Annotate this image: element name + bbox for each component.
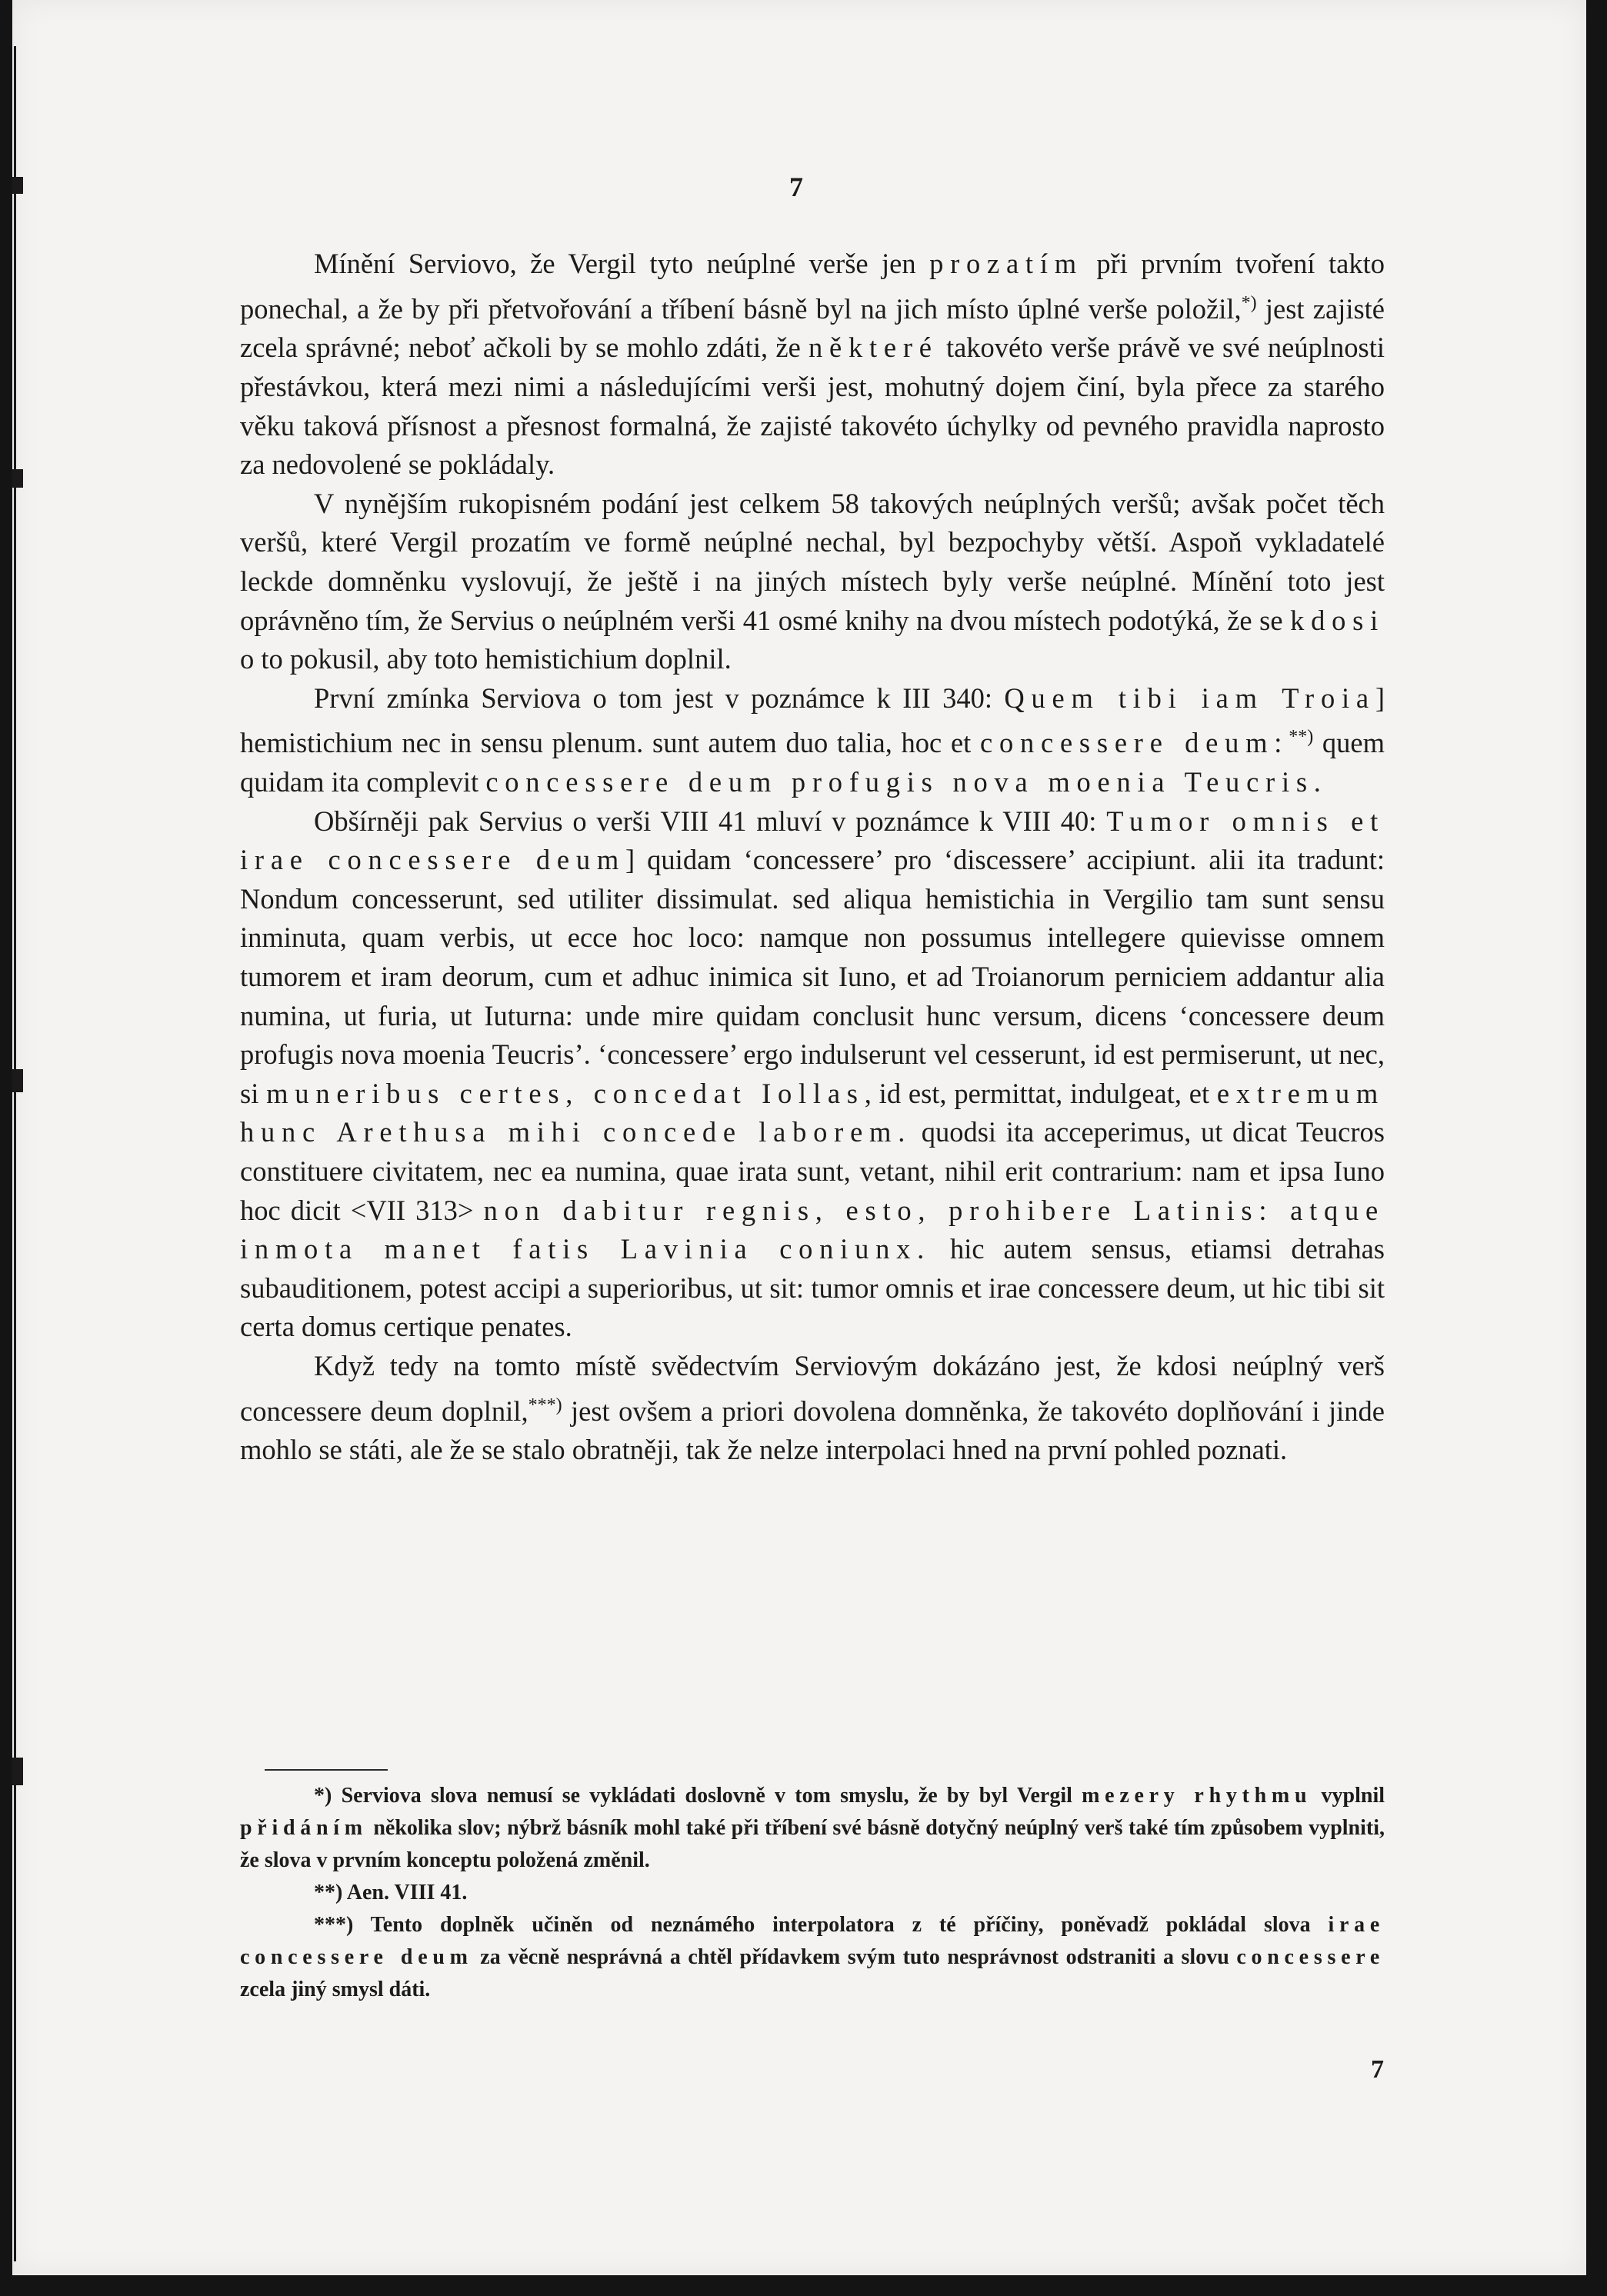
paragraph-4: Obšírněji pak Servius o verši VIII 41 mluví v poznámce k VIII 40: Tumor omnis et irae concessere deum] quidam ‘concessere’ pro ‘discessere’ accipiunt. alii ita tradunt: Nondum concesserunt, sed utiliter dissimulat. sed aliqua hemistichia in Vergilio tam sunt sensu inminuta, quam verbis, ut ecce hoc loco: namque non possumus intellegere quievisse omnem tumorem et iram deorum, cum et adhuc inimica sit Iuno, et ad Troianorum perniciem addantur alia numina, ut furia, ut Iuturna: unde mire quidam conclusit hunc versum, dicens ‘concessere deum profugis nova moenia Teucris’. ‘concessere’ ergo indulserunt vel cesserunt, id est permiserunt, ut nec, si muneribus certes, concedat Iollas, id est, permittat, indulgeat, et extremum hunc Arethusa mihi concede laborem. quodsi ita acceperimus, ut dicat Teucros constituere civitatem, nec ea numina, quae irata sunt, vetant, nihil erit contrarium: nam et ipsa Iuno hoc dicit <VII 313> non dabitur regnis, esto, prohibere Latinis: atque inmota manet fatis Lavinia coniunx. hic autem sensus, etiamsi detrahas subauditionem, potest accipi a superioribus, ut sit: tumor omnis et irae concessere deum, ut hic tibi sit certa domus certique penates. (240, 805, 1385, 1343)
footnote-separator (265, 1769, 388, 1771)
binding-mark (12, 469, 23, 488)
body-text (240, 245, 1385, 1470)
binding-mark (12, 177, 23, 194)
footnote-ref: *) (1241, 292, 1257, 313)
footnote-ref: ***) (528, 1395, 562, 1415)
paragraph-2: V nynějším rukopisném podání jest celkem 58 takových neúplných veršů; avšak počet těch veršů, které Vergil prozatím ve formě neúplné nechal, byl bezpochyby větší. Aspoň vykladatelé leckde domněnku vyslovují, že ještě i na jiných místech byly verše neúplné. Mínění toto jest oprávněno tím, že Servius o neúplném verši 41 osmé knihy na dvou místech podotýká, že se kdosi o to pokusil, aby toto hemistichium doplnil. (240, 487, 1385, 675)
binding-mark (12, 1758, 23, 1785)
scan-edge-line (14, 46, 16, 2261)
footnote-ref: **) (1289, 727, 1314, 748)
footnote-2: **) Aen. VIII 41. (314, 1881, 468, 1904)
binding-mark (12, 1069, 23, 1092)
paragraph-3: První zmínka Serviova o tom jest v poznámce k III 340: Quem tibi iam Troia] hemistichium nec in sensu plenum. sunt autem duo talia, hoc et concessere deum:**) quem quidam ita complevit concessere deum profugis nova moenia Teucris. (240, 681, 1385, 798)
footnotes (240, 1780, 1385, 2006)
document-page (12, 0, 1586, 2275)
paragraph-5: Když tedy na tomto místě svědectvím Serviovým dokázáno jest, že kdosi neúplný verš concessere deum doplnil,***) jest ovšem a priori dovolena domněnka, že takovéto doplňování i jinde mohlo se státi, ale že se stalo obratněji, tak že nelze interpolaci hned na první pohled poznati. (240, 1349, 1385, 1466)
page-number-footer: 7 (1371, 2055, 1384, 2084)
paragraph-1: Mínění Serviovo, že Vergil tyto neúplné verše jen prozatím při prvním tvoření takto ponechal, a že by při přetvořování a tříbení básně byl na jich místo úplné verše položil,*) jest zajisté zcela správné; neboť ačkoli by se mohlo zdáti, že některé takovéto verše právě ve své neúplnosti přestávkou, která mezi nimi a následujícími verši jest, mohutný dojem činí, byla přece za starého věku taková přísnost a přesnost formalná, že zajisté takovéto úchylky od pevného pravidla naprosto za nedovolené se pokládaly. (240, 248, 1385, 481)
footnote-1: *) Serviova slova nemusí se vykládati doslovně v tom smyslu, že by byl Vergil mezery rhythmu vyplnil přidáním několika slov; nýbrž básník mohl také při tříbení své básně dotyčný neúplný verš také tím způsobem vyplniti, že slova v prvním konceptu položená změnil. (240, 1784, 1385, 1872)
footnote-3: ***) Tento doplněk učiněn od neznámého interpolatora z té příčiny, poněvadž pokládal slova irae concessere deum za věcně nesprávná a chtěl přídavkem svým tuto nesprávnost odstraniti a slovu concessere zcela jiný smysl dáti. (240, 1913, 1385, 2001)
page-number-header: 7 (789, 172, 803, 202)
